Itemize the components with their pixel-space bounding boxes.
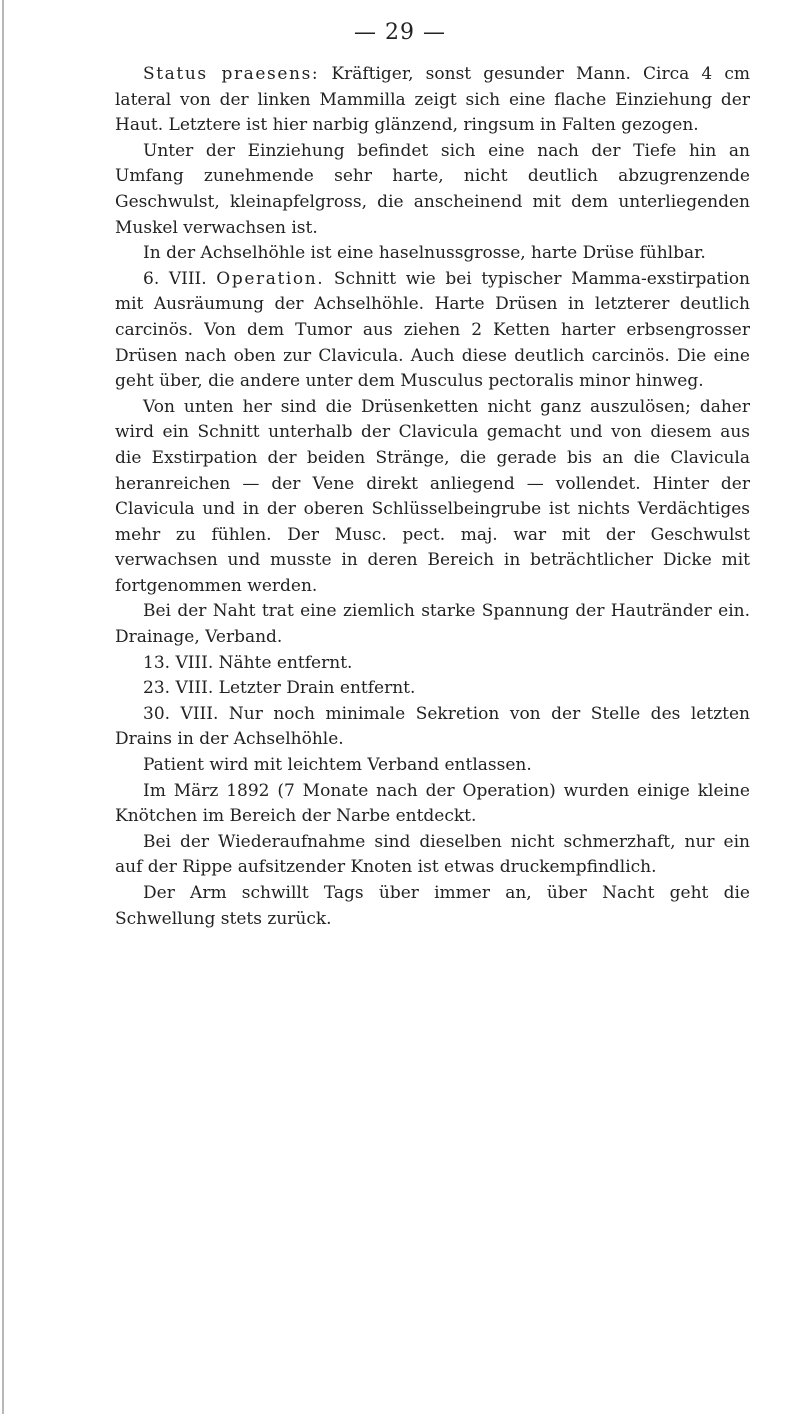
paragraph-arm-swelling: Der Arm schwillt Tags über immer an, über Nacht geht die Schwellung stets zurück.	[115, 883, 750, 929]
paragraph-entry-13: 13. VIII. Nähte entfernt.	[143, 652, 353, 673]
paragraph-tumor: Unter der Einziehung befindet sich eine nach der Tiefe hin an Umfang zunehmende sehr harte, nicht deutlich abzugrenzende Geschwulst, kleinapfelgross, die anscheinend mit dem unterliegenden Muskel verwachsen ist.	[115, 140, 750, 238]
page-number: — 29 —	[354, 20, 446, 45]
document-body	[115, 62, 750, 932]
operation-date: 6. VIII.	[143, 268, 207, 289]
page-edge-shadow	[2, 0, 4, 1414]
operation-heading: Operation.	[216, 268, 325, 289]
paragraph-suture: Bei der Naht trat eine ziemlich starke Spannung der Hautränder ein. Drainage, Verband.	[115, 601, 750, 648]
operation-paragraph	[115, 267, 750, 395]
paragraph-axilla: In der Achselhöhle ist eine haselnussgrosse, harte Drüse fühlbar.	[143, 243, 706, 264]
paragraph-recurrence: Im März 1892 (7 Monate nach der Operation) wurden einige kleine Knötchen im Bereich der Narbe entdeckt.	[115, 780, 750, 827]
status-text: Kräftiger, sonst gesunder Mann. Circa 4 cm lateral von der linken Mammilla zeigt sich eine flache Einziehung der Haut. Letztere ist hier narbig glänzend, ringsum in Falten gezogen.	[115, 64, 750, 136]
status-heading: Status praesens:	[143, 64, 320, 84]
paragraph-entry-30: 30. VIII. Nur noch minimale Sekretion von der Stelle des letzten Drains in der Achselhöhle.	[115, 703, 750, 750]
paragraph-entry-23: 23. VIII. Letzter Drain entfernt.	[143, 678, 416, 699]
paragraph-exstirpation: Von unten her sind die Drüsenketten nicht ganz auszulösen; daher wird ein Schnitt unterhalb der Clavicula gemacht und von diesem aus die Exstirpation der beiden Stränge, die gerade bis an die Clavicula heranreichen — der Vene direkt anliegend — vollendet. Hinter der Clavicula und in der oberen Schlüsselbeingrube ist nichts Verdächtiges mehr zu fühlen. Der Musc. pect. maj. war mit der Geschwulst verwachsen und musste in deren Bereich in beträchtlicher Dicke mit fortgenommen werden.	[115, 396, 750, 596]
status-paragraph	[115, 62, 750, 139]
operation-text: Schnitt wie bei typischer Mamma-exstirpation mit Ausräumung der Achselhöhle. Harte Drüsen in letzterer deutlich carcinös. Von dem Tumor aus ziehen 2 Ketten harter erbsengrosser Drüsen nach oben zur Clavicula. Auch diese deutlich carcinös. Die eine geht über, die andere unter dem Musculus pectoralis minor hinweg.	[115, 268, 751, 392]
paragraph-readmission: Bei der Wiederaufnahme sind dieselben nicht schmerzhaft, nur ein auf der Rippe aufsitzender Knoten ist etwas druckempfindlich.	[115, 831, 750, 878]
paragraph-discharge: Patient wird mit leichtem Verband entlassen.	[143, 755, 532, 776]
